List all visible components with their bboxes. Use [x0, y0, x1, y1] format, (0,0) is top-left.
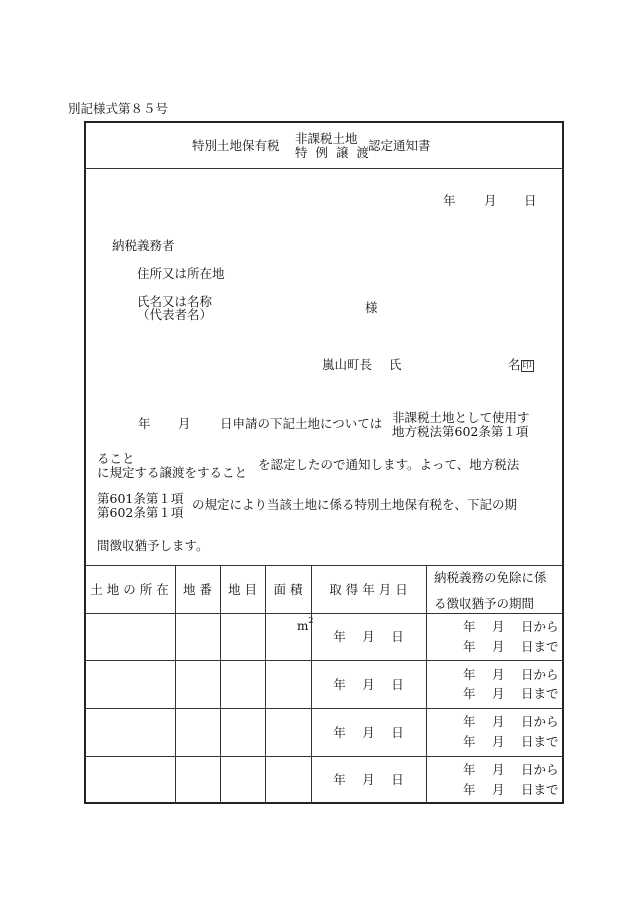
table-col-line-1 [175, 565, 176, 803]
row-1-acquisition-date: 年 月 日 [333, 629, 404, 644]
row-2-acquisition-date: 年 月 日 [333, 677, 404, 692]
body-line3-option-top: 第601条第１項 [97, 491, 184, 506]
body-line3-text: の規定により当該土地に係る特別土地保有税を、下記の期 [192, 497, 518, 512]
body-line1-text: 日申請の下記土地については [220, 416, 383, 431]
row-4-acquisition-date: 年 月 日 [333, 772, 404, 787]
body-month: 月 [178, 416, 191, 431]
table-header-line [84, 613, 564, 614]
table-row-line-3 [84, 756, 564, 757]
body-line1-option-top: 非課税土地として使用す [392, 410, 530, 425]
form-number: 別記様式第８５号 [68, 101, 169, 116]
date-month: 月 [484, 193, 497, 208]
header-acquisition-date: 取 得 年 月 日 [329, 582, 408, 597]
row-2-period-to: 年 月 日まで [463, 686, 559, 701]
area-unit-m: m [297, 619, 309, 633]
name-label: 氏名又は名称 [137, 294, 213, 309]
date-day: 日 [524, 193, 537, 208]
body-line2-option-bottom: に規定する譲渡をすること [97, 465, 248, 480]
header-area: 面 積 [273, 582, 303, 597]
date-year: 年 [443, 193, 456, 208]
title-stack-top: 非課税土地 [295, 131, 358, 146]
body-line2-options [97, 452, 247, 480]
row-2-period-from: 年 月 日から [463, 667, 559, 682]
table-col-line-3 [265, 565, 266, 803]
title-stack-bottom: 特 例 譲 渡 [295, 145, 371, 160]
table-col-line-2 [220, 565, 221, 803]
area-unit-sup: 2 [308, 616, 314, 625]
representative-label: （代表者名） [137, 307, 213, 322]
body-line4-text: 間徴収猶予します。 [97, 538, 209, 553]
table-row-line-1 [84, 660, 564, 661]
header-exemption-top: 納税義務の免除に係 [434, 570, 547, 585]
header-category: 地 目 [228, 582, 257, 597]
row-1-period-from: 年 月 日から [463, 619, 559, 634]
honorific: 様 [365, 300, 378, 315]
taxpayer-heading: 納税義務者 [112, 238, 175, 253]
body-line1-options [392, 411, 530, 439]
body-year: 年 [138, 416, 151, 431]
row-3-acquisition-date: 年 月 日 [333, 725, 404, 740]
header-exemption-bottom: る徴収猶予の期間 [434, 596, 535, 611]
address-label: 住所又は所在地 [137, 266, 225, 281]
row-3-period-to: 年 月 日まで [463, 734, 559, 749]
table-col-line-5 [426, 565, 427, 803]
body-line2-option-top: ること [97, 451, 135, 466]
title-stack [295, 132, 371, 160]
issuer-title: 嵐山町長 [322, 357, 373, 372]
header-lot: 地 番 [183, 582, 212, 597]
title-divider [84, 168, 564, 169]
body-line1-option-bottom: 地方税法第602条第１項 [392, 424, 529, 439]
row-4-period-to: 年 月 日まで [463, 782, 559, 797]
body-line3-option-bottom: 第602条第１項 [97, 505, 184, 520]
seal-mark: 印 [522, 361, 532, 371]
area-unit [297, 617, 313, 632]
issuer-name-suffix: 名 [508, 357, 521, 372]
table-row-line-2 [84, 708, 564, 709]
table-top-line [84, 565, 564, 566]
title-prefix: 特別土地保有税 [192, 138, 280, 153]
title-suffix: 認定通知書 [368, 138, 431, 153]
row-4-period-from: 年 月 日から [463, 762, 559, 777]
issuer-name-seal [508, 359, 534, 372]
row-1-period-to: 年 月 日まで [463, 639, 559, 654]
row-3-period-from: 年 月 日から [463, 714, 559, 729]
issuer-shi: 氏 [389, 357, 402, 372]
body-line2-text: を認定したので通知します。よって、地方税法 [258, 457, 520, 472]
header-location: 土 地 の 所 在 [90, 582, 169, 597]
body-line3-options [97, 492, 183, 520]
